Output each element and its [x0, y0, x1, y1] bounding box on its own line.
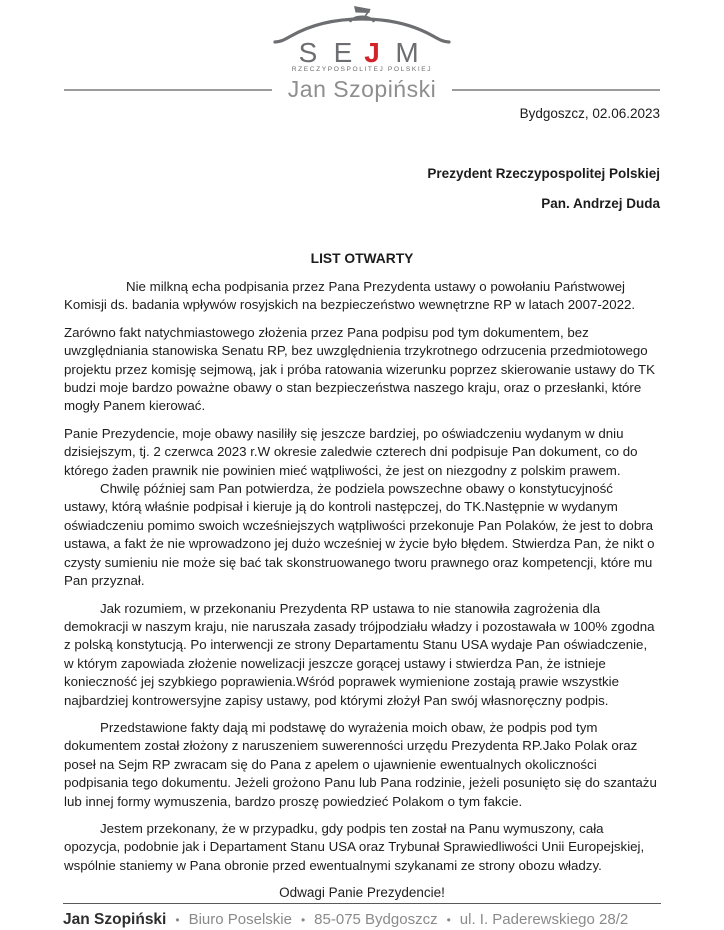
addressee-block: [64, 159, 660, 219]
letter-body: [64, 278, 660, 903]
logo-letter-e: E: [333, 37, 353, 68]
letter-paragraph: Nie milkną echa podpisania przez Pana Prezydenta ustawy o powołaniu Państwowej Komisji ds. badania wpływów rosyjskich na bezpieczeństwo wewnętrzne RP w latach 2007-2022.: [64, 279, 636, 313]
bullet-separator-icon: •: [300, 912, 306, 927]
footer-rule: [63, 903, 661, 904]
letter-paragraph: Jak rozumiem, w przekonaniu Prezydenta RP ustawa to nie stanowiła zagrożenia dla demokracji w naszym kraju, nie naruszała zasady trójpodziału władzy i pozostawała w 100% zgodna z polską konstytucją. Po interwencji ze strony Departamentu Stanu USA wydaje Pan oświadczenie, w którym zapowiada złożenie nowelizacji jeszcze gorącej ustawy i stwierdza Pan, że istnieje konieczność jej szybkiego poprawienia.Wśród poprawek wymienione zostają prawie wszystkie najbardziej kontrowersyjne zapisy ustawy, pod którymi złożył Pan swój własnoręczny podpis.: [64, 600, 655, 708]
flag-icon: [354, 6, 370, 13]
deputy-name-row: [64, 76, 660, 103]
logo-subtitle: RZECZYPOSPOLITEJ POLSKIEJ: [291, 66, 433, 73]
footer-name: Jan Szopiński: [63, 910, 167, 928]
letter-paragraph: Chwilę później sam Pan potwierdza, że podziela powszechne obawy o konstytucyjność ustawy, którą właśnie podpisał i kieruje ją do kontroli następczej, do TK.Następnie w wydanym oświadczeniu pomimo swoich wcześniejszych wątpliwości przekonuje Pan Polaków, że jest to dobra ustawa, a fakt że nie wprowadzono jej dużo wcześniej w życie było błędem. Stwierdza Pan, że nikt o czysty sumieniu nie może się bać tak skonstruowanego tworu prawnego oraz kompetencji, które mu Pan przyznał.: [64, 481, 655, 589]
footer-street: ul. I. Paderewskiego 28/2: [459, 910, 629, 928]
bullet-separator-icon: •: [175, 912, 180, 927]
letter-paragraph: Zarówno fakt natychmiastowego złożenia przez Pana podpisu pod tym dokumentem, bez uwzględniania stanowiska Senatu RP, bez uwzględnienia trzykrotnego odrzucenia przedmiotowego projektu przez komisję sejmową, jak i próba ratowania wizerunku poprzez skierowanie ustawy do TK budzi moje bardzo poważne obawy o stan bezpieczeństwa naszego kraju, oraz o przesłanki, które mogły Panem kierować.: [64, 324, 655, 414]
letterhead: [0, 5, 724, 73]
right-rule: [452, 89, 660, 91]
logo-letter-s: S: [298, 37, 318, 68]
bullet-separator-icon: •: [446, 912, 451, 927]
letter-paragraph: Panie Prezydencie, moje obawy nasiliły się jeszcze bardziej, po oświadczeniu wydanym w dniu dzisiejszym, tj. 2 czerwca 2023 r.W okresie zaledwie czterech dni podpisuje Pan dokument, co do którego żaden prawnik nie powinien mieć wątpliwości, że jest on niezgodny z polskim prawem.: [64, 425, 638, 478]
logo-letter-m: M: [395, 37, 419, 68]
letter-paragraph: Przedstawione fakty dają mi podstawę do wyrażenia moich obaw, że podpis pod tym dokumentem został złożony z naruszeniem suwerenności urzędu Prezydenta RP.Jako Polak oraz poseł na Sejm RP zwracam się do Pana z apelem o ujawnienie ewentualnych okoliczności podpisania tego dokumentu. Jeżeli grożono Panu lub Pana rodzinie, jeżeli posunięto się do szantażu lub innej formy wymuszenia, bardzo proszę powiedzieć Polakom o tym fakcie.: [64, 719, 657, 809]
footer-contact-line: [63, 911, 661, 929]
sejm-logo: [267, 5, 457, 73]
letter-closing: Odwagi Panie Prezydencie!: [279, 885, 445, 901]
place-date: Bydgoszcz, 02.06.2023: [519, 106, 660, 121]
footer: [63, 903, 661, 930]
addressee-title: Prezydent Rzeczypospolitej Polskiej: [427, 166, 660, 181]
letter-paragraph: Jestem przekonany, że w przypadku, gdy podpis ten został na Panu wymuszony, cała opozycja, podobnie jak i Departament Stanu USA oraz Trybunał Sprawiedliwości Unii Europejskiej, wspólnie staniemy w Pana obronie przed ewentualnymi szykanami ze strony obozu władzy.: [64, 820, 645, 873]
logo-letter-j: J: [364, 37, 380, 68]
left-rule: [64, 89, 272, 91]
letter-title: LIST OTWARTY: [310, 251, 414, 266]
footer-office: Biuro Poselskie: [188, 910, 292, 928]
deputy-name: Jan Szopiński: [287, 76, 437, 102]
footer-city: 85-075 Bydgoszcz: [314, 910, 438, 928]
addressee-name: Pan. Andrzej Duda: [541, 196, 660, 211]
